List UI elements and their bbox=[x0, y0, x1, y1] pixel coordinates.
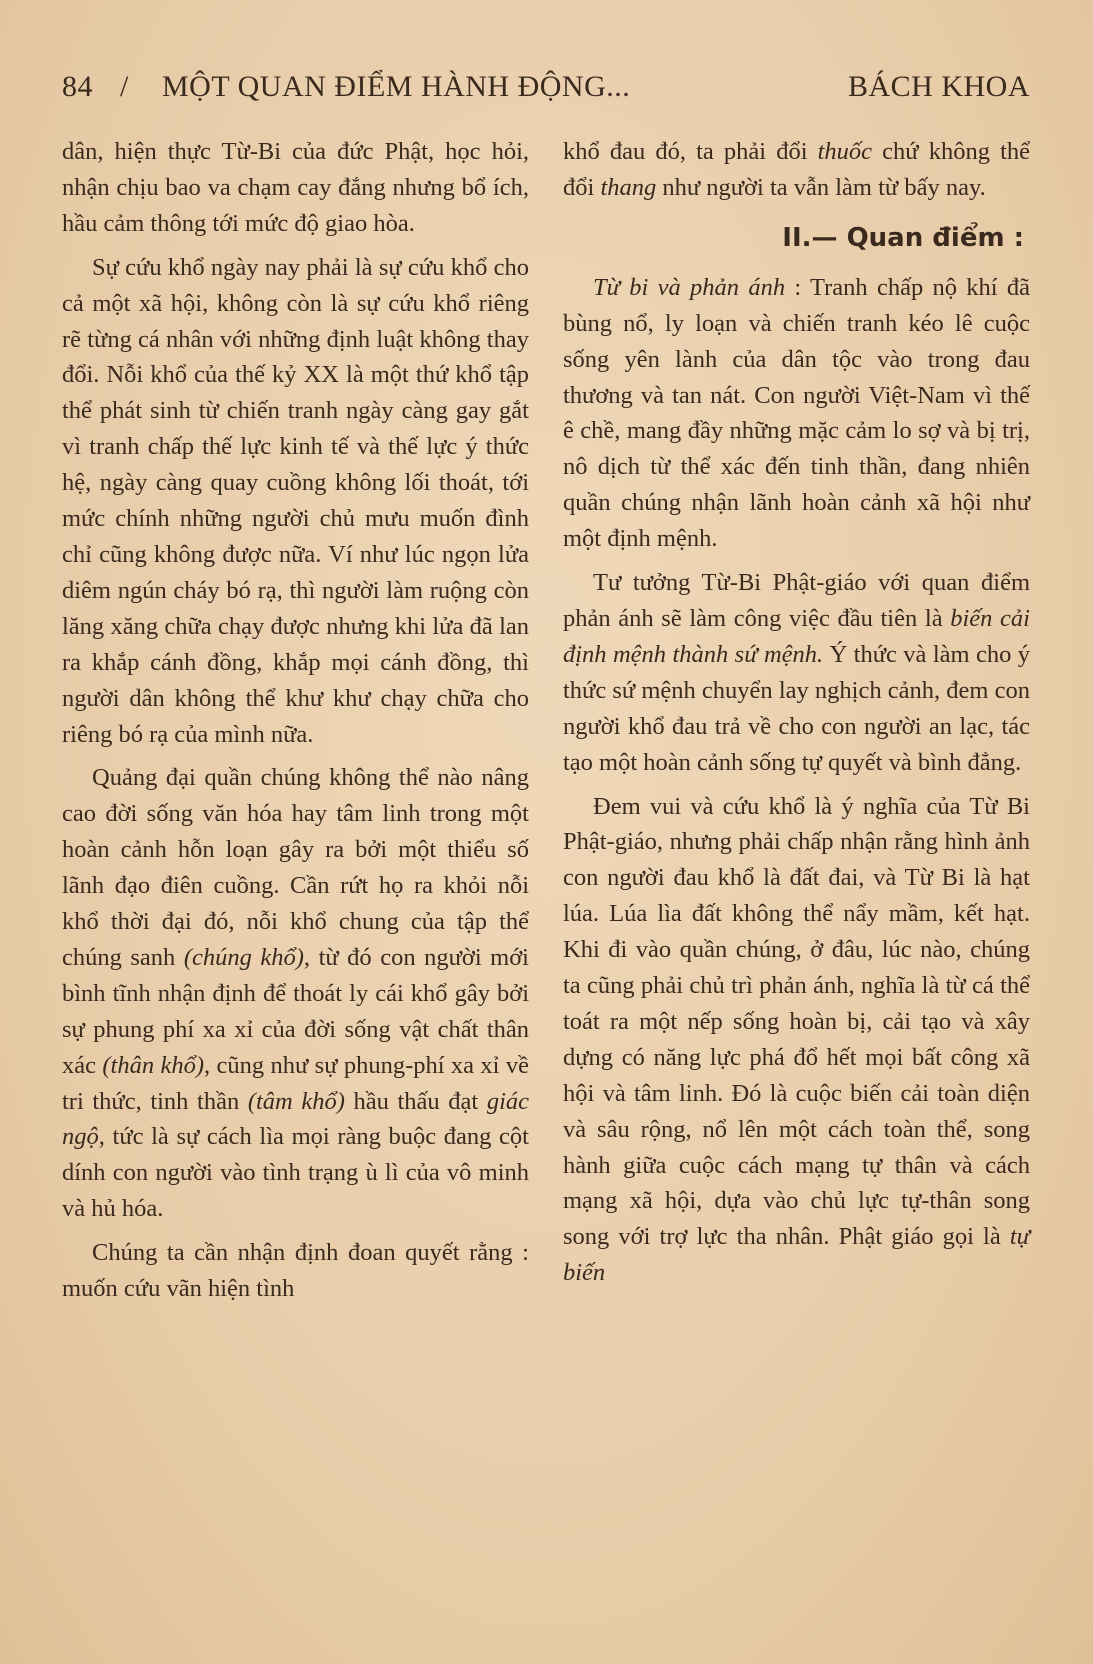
section-heading: II.— Quan điểm : bbox=[782, 222, 1024, 253]
italic-term: thuốc bbox=[817, 138, 873, 165]
text-run: , tức là sự cách lìa mọi ràng buộc đang cột dính con người vào tình trạng ù lì của vô minh và hủ hóa. bbox=[62, 1123, 529, 1223]
paragraph: Sự cứu khổ ngày nay phải là sự cứu khổ cho cả một xã hội, không còn là sự cứu khổ riêng rẽ từng cá nhân với những định luật không thay đổi. Nỗi khổ của thế kỷ XX là một thứ khổ tập thể phát sinh từ chiến tranh ngày càng gay gắt vì tranh chấp thế lực kinh tế và thế lực ý thức hệ, ngày càng quay cuồng không lối thoát, tới mức chính những người chủ mưu muốn đình chỉ cũng không được nữa. Ví như lúc ngọn lửa diêm ngún cháy bó rạ, thì người làm ruộng còn lăng xăng chữa chạy được nhưng khi lửa đã lan ra khắp cánh đồng, khắp mọi cánh đồng, thì người dân không thể khư khư chạy chữa cho riêng bó rạ của mình nữa. bbox=[62, 253, 529, 748]
text-run: chứ không thể đổi bbox=[563, 138, 1030, 201]
running-title: MỘT QUAN ĐIỂM HÀNH ĐỘNG... bbox=[162, 70, 631, 103]
italic-term: (tâm khổ) bbox=[247, 1087, 345, 1115]
text-run: Tư tưởng Từ-Bi Phật-giáo với quan điểm phản ánh sẽ làm công việc đầu tiên là bbox=[563, 569, 1030, 632]
paragraph: dân, hiện thực Từ-Bi của đức Phật, học hỏi, nhận chịu bao va chạm cay đắng nhưng bổ ích, hầu cảm thông tới mức độ giao hòa. bbox=[62, 138, 529, 237]
italic-term: thang bbox=[600, 173, 657, 201]
magazine-name: BÁCH KHOA bbox=[847, 70, 1030, 103]
text-run: , cũng như sự phung-phí xa xỉ về tri thức, tinh thần bbox=[62, 1051, 529, 1115]
paragraph bbox=[563, 565, 1030, 780]
italic-term: (thân khổ) bbox=[102, 1051, 204, 1079]
italic-term: giác ngộ bbox=[62, 1087, 529, 1151]
text-run: : Tranh chấp nộ khí đã bùng nổ, ly loạn và chiến tranh kéo lê cuộc sống yên lành của dân tộc vào trong đau thương và tan nát. Con người Việt-Nam vì thế ê chề, mang đầy những mặc cảm lo sợ và bị trị, nô dịch từ thể xác đến tinh thần, đang nhiên quần chúng nhận lãnh hoàn cảnh xã hội như một định mệnh. bbox=[563, 273, 1030, 553]
text-run: Đem vui và cứu khổ là ý nghĩa của Từ Bi Phật-giáo, nhưng phải chấp nhận rằng hình ảnh con người đau khổ là đất đai, và Từ Bi là hạt lúa. Lúa lìa đất không thể nẩy mầm, kết hạt. Khi đi vào quần chúng, ở đâu, lúc nào, chúng ta cũng phải chủ trì phản ánh, nghĩa là từ cá thể toát ra một nếp sống hoàn bị, cải tạo và xây dựng có năng lực phá đổ hết mọi bất công xã hội và tâm linh. Đó là cuộc biến cải toàn diện và sâu rộng, nổ lên một cách toàn thể, song hành giữa cuộc cách mạng tự thân và cách mạng xã hội, dựa vào chủ lực tự-thân song song với trợ lực tha nhân. Phật giáo gọi là bbox=[563, 792, 1030, 1251]
header-separator: / bbox=[120, 70, 129, 103]
italic-term: biến cải định mệnh thành sứ mệnh. bbox=[563, 604, 1030, 668]
text-run: Ý thức và làm cho ý thức sứ mệnh chuyển lay nghịch cảnh, đem con người khổ đau trả về cho con người an lạc, tác tạo một hoàn cảnh sống tự quyết và bình đẳng. bbox=[563, 640, 1030, 776]
right-column bbox=[563, 134, 1030, 1291]
running-header bbox=[62, 62, 1030, 114]
text-run: như người ta vẫn làm từ bấy nay. bbox=[656, 173, 986, 201]
paragraph bbox=[563, 270, 1030, 557]
italic-term: Từ bi và phản ánh bbox=[593, 273, 786, 301]
text-run: hầu thấu đạt bbox=[344, 1087, 487, 1115]
paragraph bbox=[563, 134, 1030, 206]
italic-term: tự biến bbox=[563, 1223, 1030, 1287]
paragraph: Chúng ta cần nhận định đoan quyết rằng : muốn cứu vãn hiện tình bbox=[62, 1239, 529, 1303]
text-run: , từ đó con người mới bình tĩnh nhận định để thoát ly cái khổ gây bởi sự phung phí xa xỉ của đời sống vật chất thân xác bbox=[62, 943, 529, 1079]
paragraph bbox=[62, 760, 529, 1227]
italic-term: (chúng khổ) bbox=[183, 943, 304, 971]
left-column bbox=[62, 134, 529, 1307]
page-number: 84 bbox=[62, 70, 93, 103]
text-run: khổ đau đó, ta phải đổi bbox=[563, 138, 818, 165]
paragraph bbox=[563, 789, 1030, 1292]
text-run: Quảng đại quần chúng không thể nào nâng cao đời sống văn hóa hay tâm linh trong một hoàn cảnh hỗn loạn gây ra bởi một thiểu số lãnh đạo điên cuồng. Cần rứt họ ra khỏi nỗi khổ thời đại đó, nỗi khổ chung của tập thể chúng sanh bbox=[62, 764, 529, 971]
